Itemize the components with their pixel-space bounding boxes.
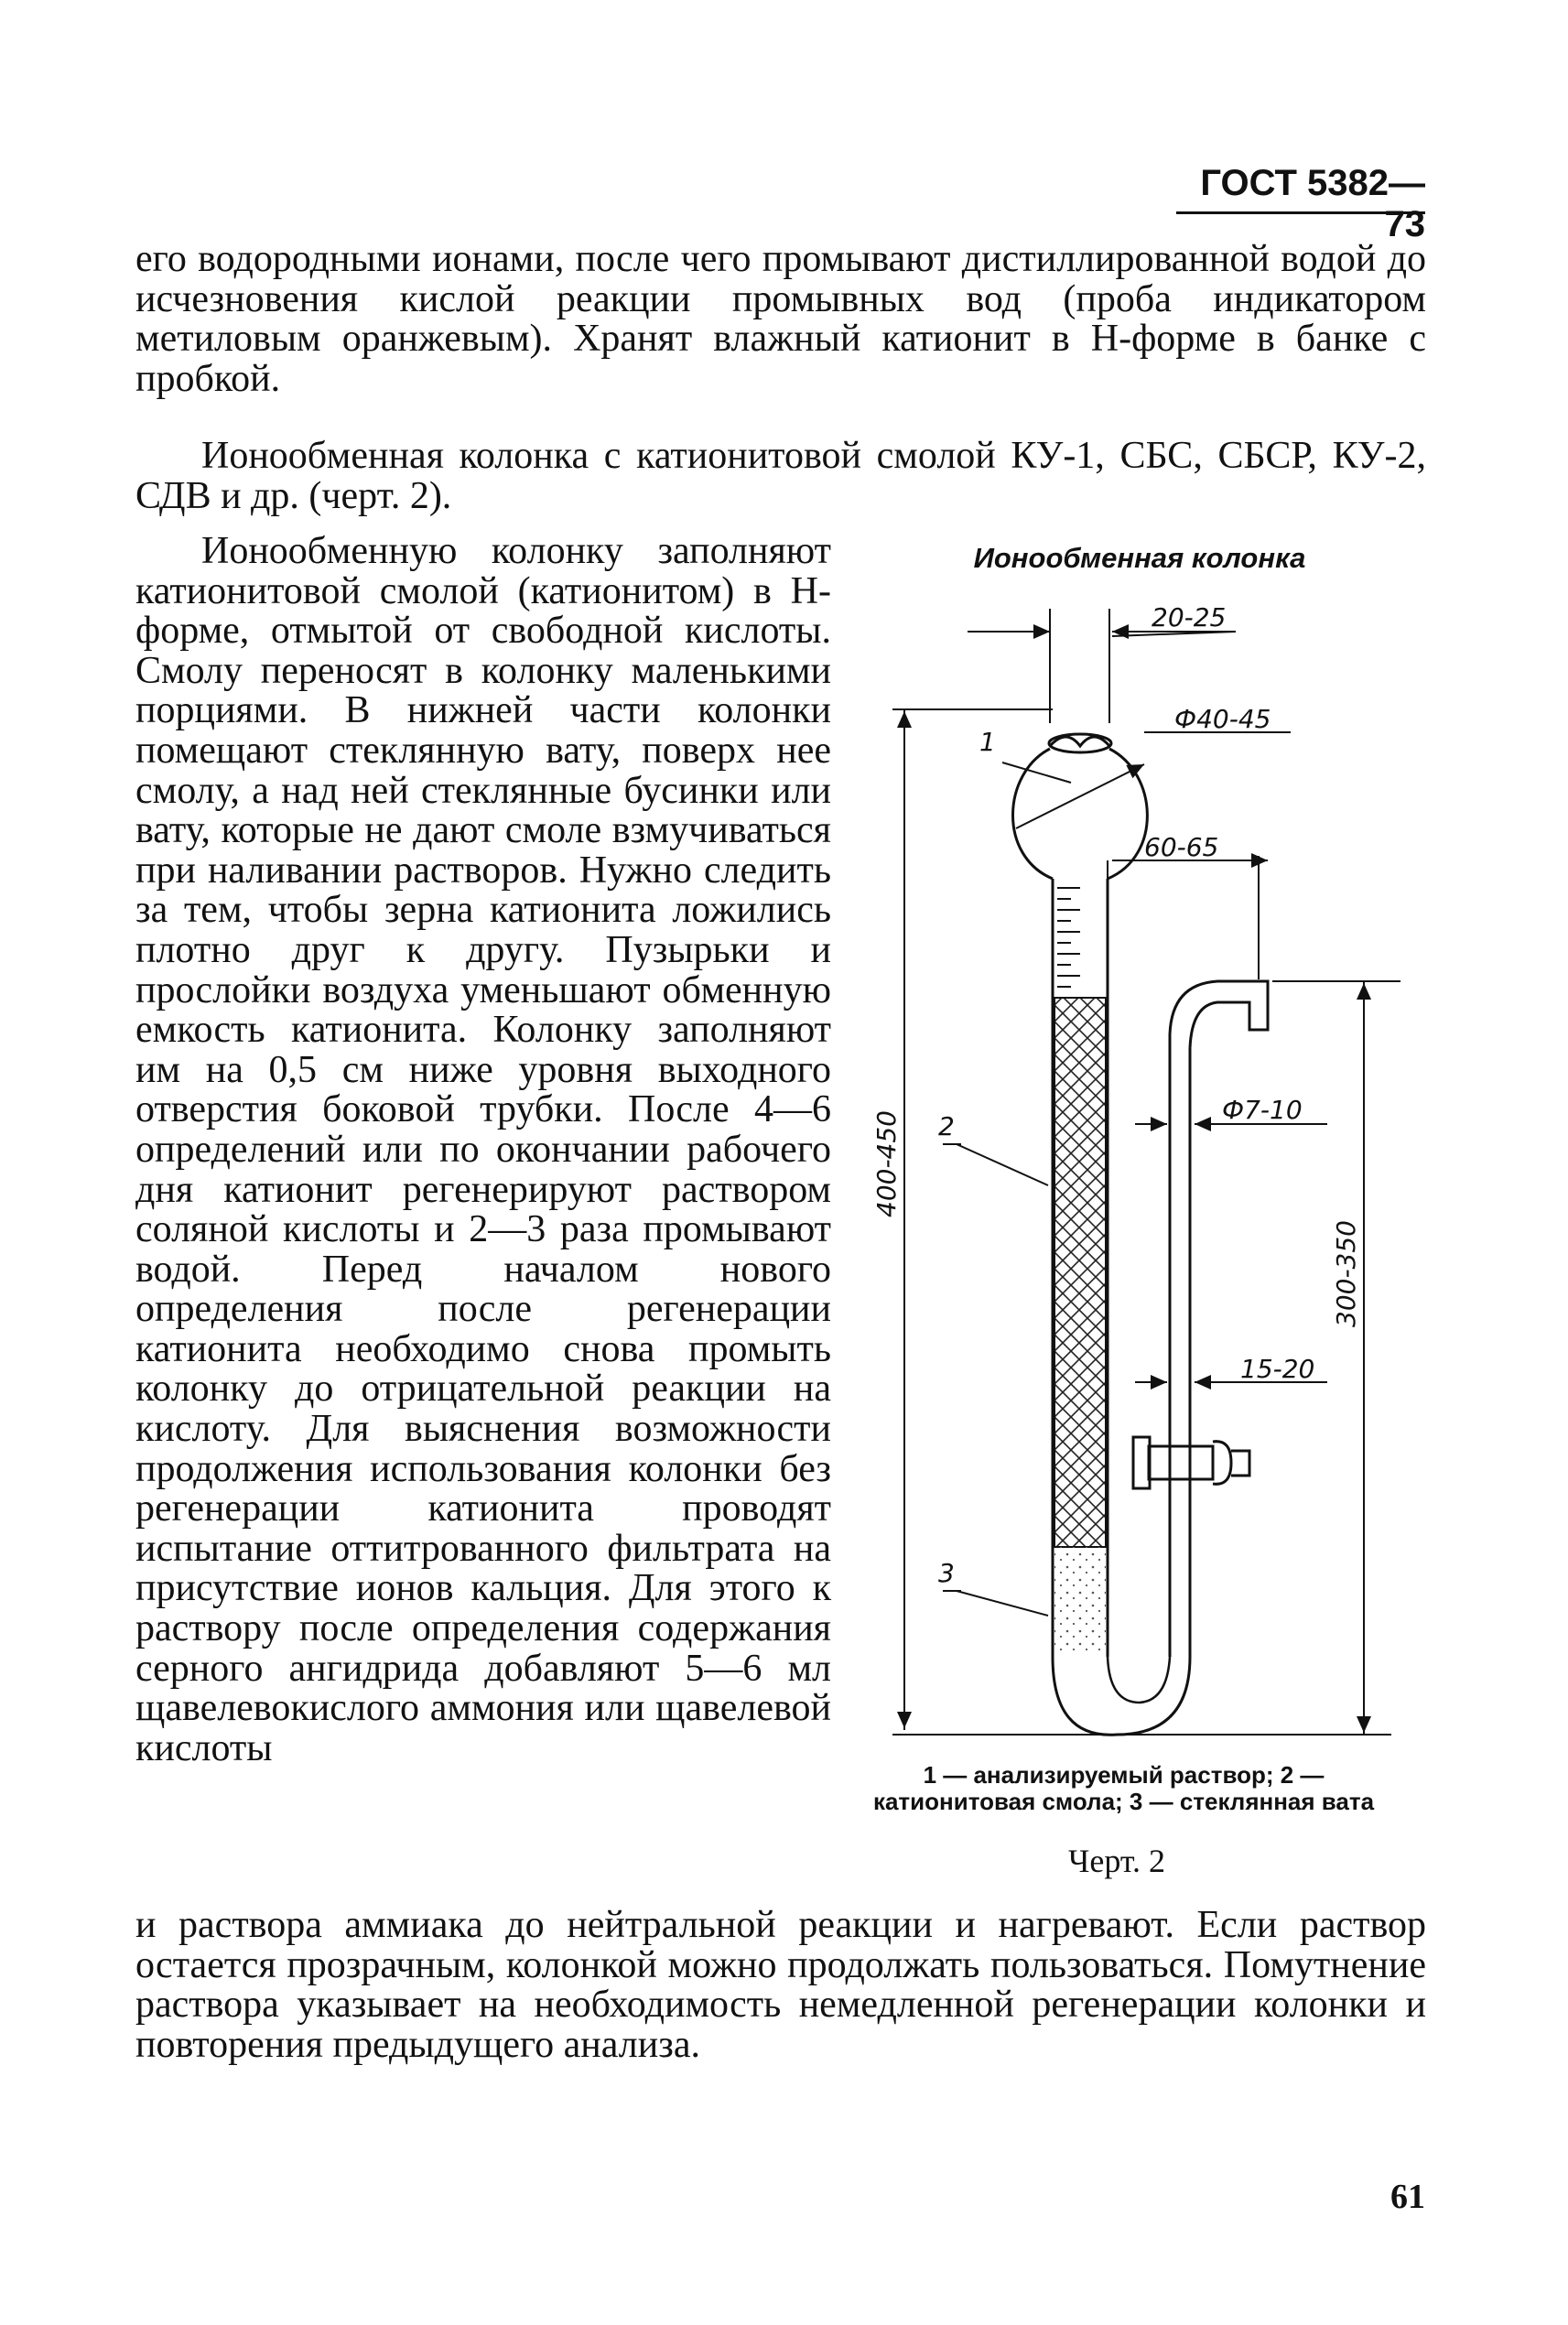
dim-bulb-diameter: Ф40-45 <box>1174 704 1271 734</box>
paragraph-3: Ионообменную колонку заполняют катионитовой смолой (катионитом) в Н-форме, отмытой от свободной кислоты. Смолу переносят в колонку маленькими порциями. В нижней части колонки помещают стеклянную вату, поверх нее смолу, а над ней стеклянные бусинки или вату, которые не дают смоле взмучиваться при наливании растворов. Нужно следить за тем, чтобы зерна катионита ложились плотно друг к другу. Пузырьки и прослойки воздуха уменьшают обменную емкость катионита. Колонку заполняют им на 0,5 см ниже уровня выходного отверстия боковой трубки. После 4—6 определений или по окончании рабочего дня катионит регенерируют раствором соляной кислоты и 2—3 раза промывают водой. Перед началом нового определения после регенерации катионита необходимо снова промыть колонку до отрицательной реакции на кислоту. Для выяснения возможности продолжения использования колонки без регенерации катионита проводят испытание оттитрованного фильтрата на присутствие ионов кальция. Для этого к раствору после определения содержания серного ангидрида добавляют 5—6 мл щавелевокислого аммония или щавелевой кислоты <box>135 530 831 1769</box>
stopcock-handle <box>1213 1442 1249 1485</box>
paragraph-4: и раствора аммиака до нейтральной реакции и нагревают. Если раствор остается прозрачным, колонкой можно продолжать пользоваться. Помутнение раствора указывает на необходимость немедленной регенерации колонки и повторения предыдущего анализа. <box>135 1904 1426 2066</box>
callout-1: 1 <box>979 727 996 757</box>
glass-wool-fill <box>1054 1547 1106 1652</box>
dim-total-height: 400-450 <box>871 1110 902 1217</box>
figure-label: Черт. 2 <box>1068 1843 1165 1879</box>
document-header-code: ГОСТ 5382—73 <box>1200 163 1425 244</box>
dim-neck-width: 20-25 <box>1152 602 1227 633</box>
column-neck <box>1050 737 1109 746</box>
paragraph-2: Ионообменная колонка с катионитовой смолой КУ-1, СБС, СБСР, КУ-2, СДВ и др. (черт. 2). <box>135 435 1426 517</box>
callout-2: 2 <box>938 1111 955 1141</box>
page-number: 61 <box>1390 2178 1425 2216</box>
dim-column-offset: 60-65 <box>1144 832 1219 862</box>
u-bend-inner <box>1108 1657 1170 1703</box>
column-bulb <box>1012 749 1147 879</box>
side-tube-hook <box>1170 981 1268 1048</box>
paragraph-1: его водородными ионами, после чего промывают дистиллированной водой до исчезновения кислой реакции промывных вод (проба индикатором метиловым оранжевым). Хранят влажный катионит в Н-форме в банке с пробкой. <box>135 238 1426 400</box>
stopcock-body <box>1149 1446 1213 1479</box>
dim-stopcock-height: 15-20 <box>1240 1354 1315 1384</box>
cation-resin-fill <box>1054 998 1106 1547</box>
column-mouth <box>1049 734 1111 752</box>
figure-caption: 1 — анализируемый раствор; 2 — катионитовая смола; 3 — стеклянная вата <box>872 1761 1375 1815</box>
stopcock-left-plate <box>1133 1437 1150 1488</box>
dim-side-tube-diameter: Ф7-10 <box>1222 1095 1303 1125</box>
figure-title: Ионообменная колонка <box>973 542 1306 574</box>
dim-side-tube-height: 300-350 <box>1331 1220 1361 1327</box>
callout-3: 3 <box>938 1558 955 1588</box>
